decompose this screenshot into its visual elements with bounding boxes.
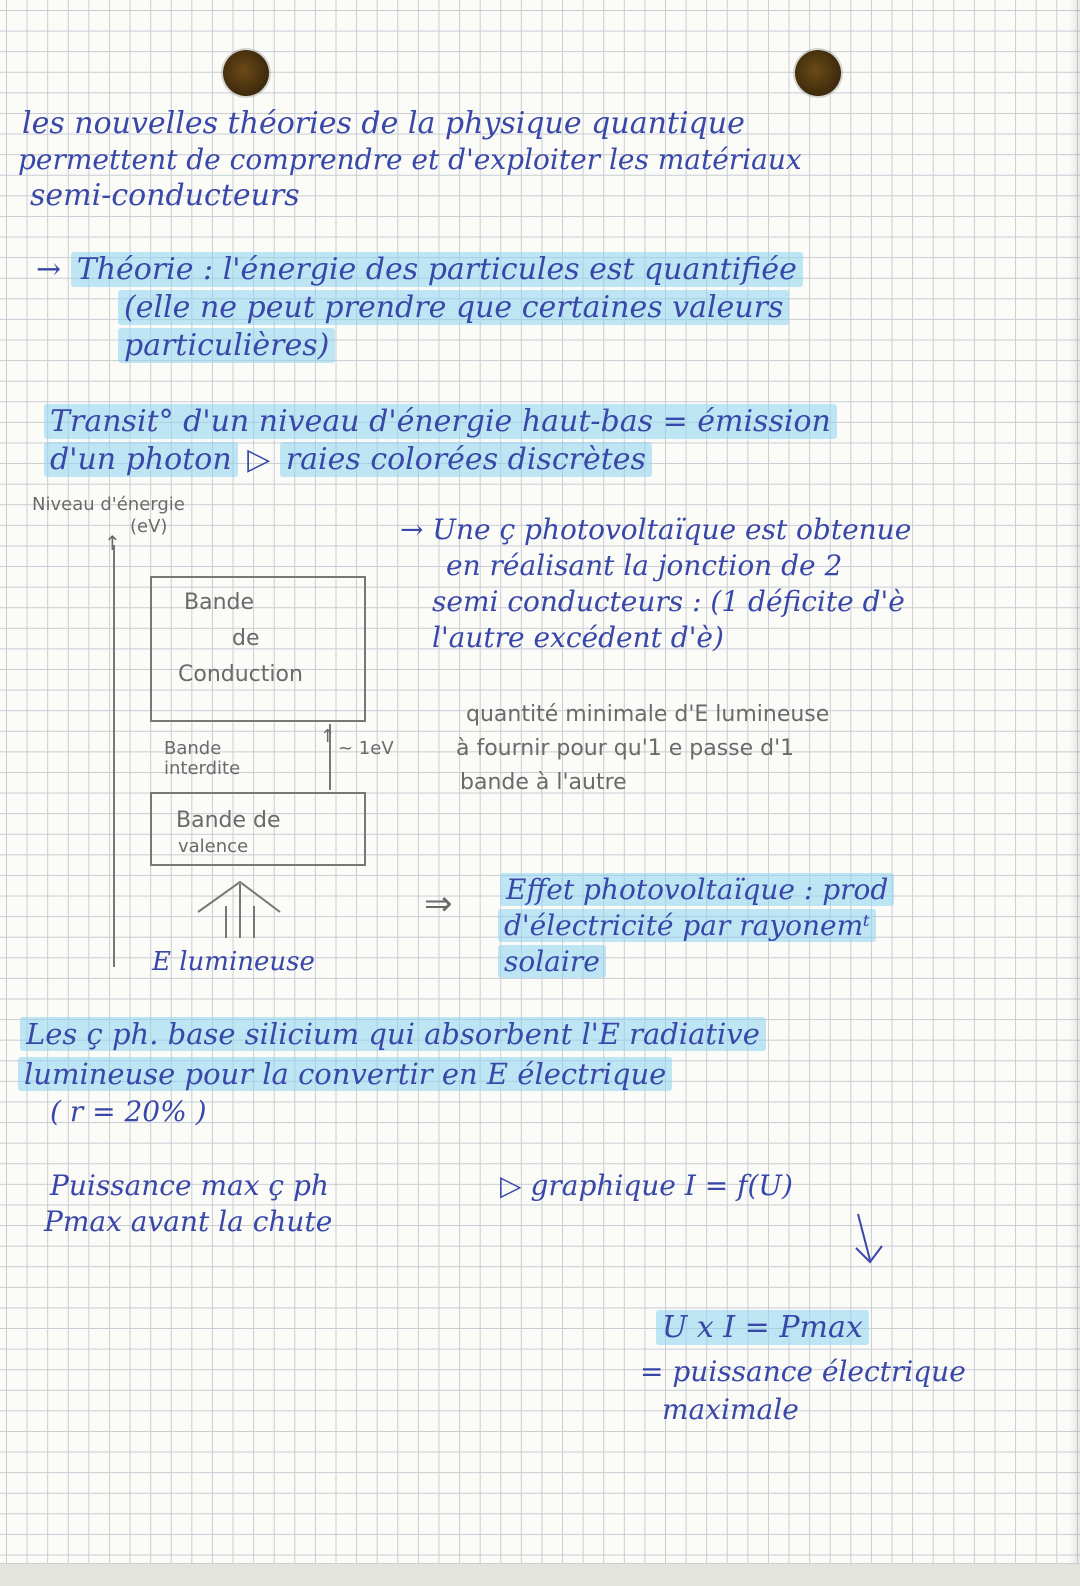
gap-label-2: interdite — [164, 758, 241, 779]
cell-note-line-1: → Une ç photovoltaïque est obtenue — [400, 513, 912, 546]
page-bottom-edge — [0, 1563, 1080, 1586]
silicon-line-1: Les ç ph. base silicium qui absorbent l'E radiative — [20, 1016, 766, 1052]
arrow-right-icon: → — [36, 252, 62, 287]
transition-line-2: d'un photon ▷ raies colorées discrètes — [44, 442, 652, 478]
arrow-right-icon: ▷ — [247, 442, 280, 477]
cell-note-line-4: l'autre excédent d'è) — [432, 621, 724, 654]
page-edge-shadow — [1068, 0, 1080, 1586]
conduction-label-3: Conduction — [178, 662, 303, 687]
valence-label-1: Bande de — [176, 808, 281, 833]
power-formula: U x I = Pmax — [656, 1310, 869, 1346]
gap-label-1: Bande — [164, 738, 222, 759]
silicon-line-2: lumineuse pour la convertir en E électrique — [18, 1056, 672, 1092]
theory-line-1: → Théorie : l'énergie des particules est quantifiée — [36, 252, 803, 288]
power-line-1: Puissance max ç ph — [50, 1169, 329, 1202]
valence-label-2: valence — [178, 836, 249, 857]
effect-line-2: d'électricité par rayonemᵗ — [498, 908, 876, 944]
intro-line-3: semi-conducteurs — [30, 178, 300, 213]
intro-line-2: permettent de comprendre et d'exploiter les matériaux — [18, 143, 802, 176]
intro-line-1: les nouvelles théories de la physique quantique — [22, 106, 745, 141]
gap-note-line-1: quantité minimale d'E lumineuse — [466, 702, 830, 727]
gap-arrow-icon: ↑ — [320, 726, 336, 747]
energy-label: E lumineuse — [152, 947, 315, 977]
power-line-2: Pmax avant la chute — [44, 1205, 333, 1238]
gap-note-line-2: à fournir pour qu'1 e passe d'1 — [456, 736, 795, 761]
axis-label: Niveau d'énergie — [32, 494, 185, 515]
transition-line-1: Transit° d'un niveau d'énergie haut-bas = émission — [44, 404, 837, 440]
silicon-line-3: ( r = 20% ) — [50, 1095, 207, 1128]
axis-arrow-icon: ↑ — [104, 531, 121, 555]
cell-note-line-2: en réalisant la jonction de 2 — [446, 549, 843, 582]
gap-note-line-3: bande à l'autre — [460, 770, 627, 795]
effect-line-1: Effet photovoltaïque : prod — [500, 872, 894, 908]
implies-arrow-icon: ⇒ — [424, 884, 453, 924]
effect-line-3: solaire — [498, 944, 606, 980]
power-line-1-rest: ▷ graphique I = f(U) — [500, 1169, 793, 1202]
cell-note-line-3: semi conducteurs : (1 déficite d'è — [432, 585, 905, 618]
theory-line-3: particulières) — [118, 328, 335, 364]
conduction-label-1: Bande — [184, 590, 255, 615]
power-result-1: = puissance électrique — [640, 1355, 966, 1388]
arrow-right-icon: → — [400, 513, 433, 546]
theory-line-2: (elle ne peut prendre que certaines valeurs — [118, 290, 789, 326]
conduction-label-2: de — [232, 626, 260, 651]
power-result-2: maximale — [662, 1393, 799, 1426]
axis-unit: (eV) — [130, 516, 168, 537]
arrow-right-icon: ▷ — [500, 1169, 531, 1202]
gap-value: ~ 1eV — [338, 738, 394, 759]
